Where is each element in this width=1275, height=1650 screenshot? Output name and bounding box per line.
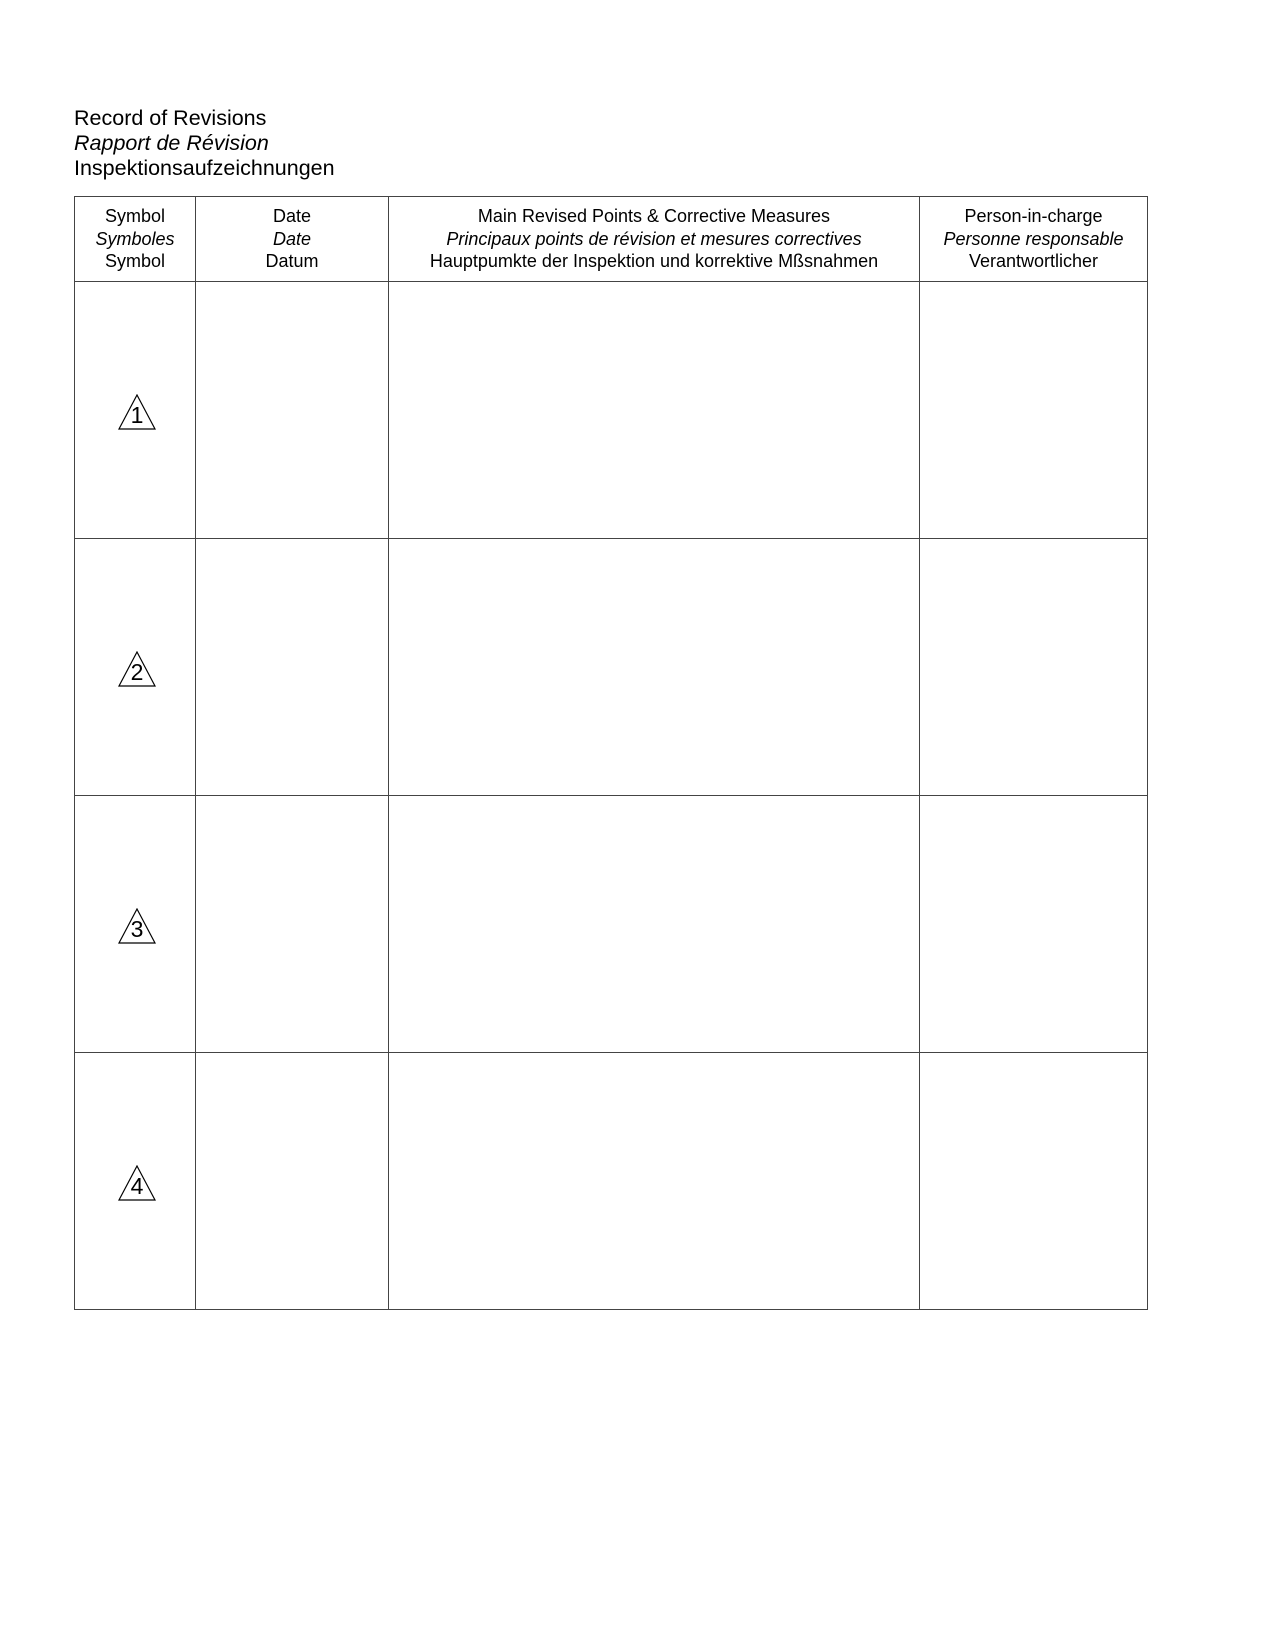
header-symbol-en: Symbol [104,206,166,227]
header-person-en: Person-in-charge [964,206,1103,227]
revision-triangle-icon [117,1165,157,1201]
person-cell[interactable] [920,1053,1148,1310]
header-symbol-fr: Symboles [95,228,175,249]
document-title [74,106,335,181]
title-french: Rapport de Révision [74,131,269,155]
person-cell[interactable] [920,796,1148,1053]
table-row [75,282,1148,539]
header-date [196,197,389,282]
points-cell[interactable] [389,282,920,539]
header-date-en: Date [272,206,312,227]
title-english: Record of Revisions [74,106,267,130]
header-person-de: Verantwortlicher [968,251,1099,272]
date-cell[interactable] [196,1053,389,1310]
points-cell[interactable] [389,796,920,1053]
header-date-de: Datum [265,251,319,272]
header-symbol [75,197,196,282]
symbol-cell [75,796,196,1053]
header-symbol-de: Symbol [104,251,166,272]
header-points [389,197,920,282]
header-points-en: Main Revised Points & Corrective Measures [477,206,831,227]
points-cell[interactable] [389,539,920,796]
header-person-fr: Personne responsable [943,228,1124,249]
points-cell[interactable] [389,1053,920,1310]
person-cell[interactable] [920,539,1148,796]
header-date-fr: Date [272,228,312,249]
revision-number: 4 [130,1172,144,1199]
revision-triangle-icon [117,651,157,687]
person-cell[interactable] [920,282,1148,539]
revision-triangle-icon [117,908,157,944]
title-german: Inspektionsaufzeichnungen [74,156,335,180]
header-points-fr: Principaux points de révision et mesures correctives [446,228,862,249]
header-points-de: Hauptpumkte der Inspektion und korrektive Mßsnahmen [429,251,879,272]
symbol-cell [75,1053,196,1310]
date-cell[interactable] [196,282,389,539]
header-person [920,197,1148,282]
table-row [75,796,1148,1053]
table-row [75,1053,1148,1310]
revision-number: 2 [130,658,144,685]
symbol-cell [75,539,196,796]
symbol-cell [75,282,196,539]
date-cell[interactable] [196,796,389,1053]
revision-triangle-icon [117,394,157,430]
table-row [75,539,1148,796]
date-cell[interactable] [196,539,389,796]
header-row [75,197,1148,282]
revision-number: 1 [130,401,144,428]
revisions-table [74,196,1148,1310]
revision-number: 3 [130,915,144,942]
